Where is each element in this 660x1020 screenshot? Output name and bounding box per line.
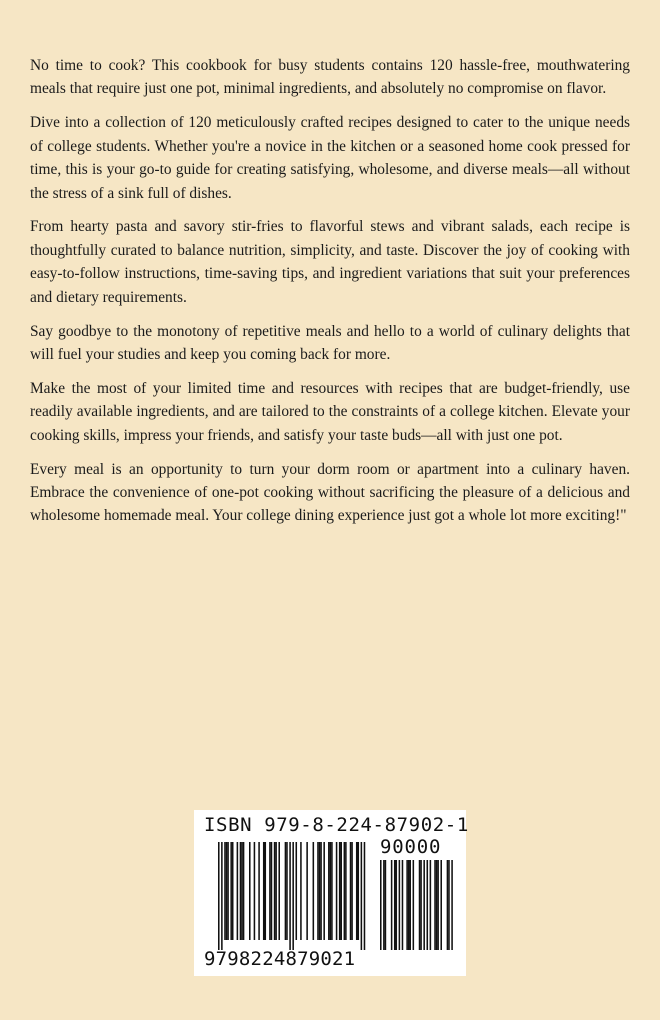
barcode-bar bbox=[396, 860, 398, 950]
barcode-bar bbox=[230, 842, 232, 940]
barcode-bar bbox=[434, 860, 436, 950]
barcode-bar bbox=[391, 860, 393, 950]
barcode-bar bbox=[409, 860, 411, 950]
barcode-bar bbox=[427, 860, 429, 950]
barcode-bar bbox=[339, 842, 341, 940]
barcode-bar bbox=[275, 842, 277, 940]
barcode-bar bbox=[278, 842, 280, 940]
barcode-bar bbox=[344, 842, 346, 940]
barcode-bar bbox=[356, 842, 358, 940]
barcode-bar bbox=[265, 842, 267, 940]
barcode-bar bbox=[385, 860, 387, 950]
barcode-bar bbox=[440, 860, 442, 950]
barcode-bar bbox=[364, 842, 366, 950]
barcode-bar bbox=[320, 842, 322, 940]
barcode-bar bbox=[345, 842, 347, 940]
barcode-bar bbox=[351, 842, 353, 940]
barcode-digits: 9798224879021 bbox=[204, 948, 356, 970]
barcode-bar bbox=[419, 860, 421, 950]
barcode-bar bbox=[408, 860, 410, 950]
barcode-bar bbox=[399, 860, 401, 950]
barcode-bar bbox=[394, 860, 396, 950]
barcode-bar bbox=[218, 842, 220, 950]
addon-barcode-bars bbox=[380, 860, 456, 950]
barcode-bar bbox=[437, 860, 439, 950]
isbn-label: ISBN 979-8-224-87902-1 bbox=[204, 814, 469, 836]
barcode-bar bbox=[447, 860, 449, 950]
barcode-bar bbox=[292, 842, 294, 950]
barcode-bar bbox=[254, 842, 256, 940]
barcode-bar bbox=[423, 860, 425, 950]
barcode-bar bbox=[380, 860, 382, 950]
barcode-bar bbox=[289, 842, 291, 950]
barcode-bar bbox=[237, 842, 239, 940]
barcode-bar bbox=[313, 842, 315, 940]
barcode-bar bbox=[263, 842, 265, 940]
barcode-bar bbox=[413, 860, 415, 950]
barcode-bar bbox=[258, 842, 260, 940]
barcode-bar bbox=[402, 860, 404, 950]
barcode-bar bbox=[420, 860, 422, 950]
barcode-bar bbox=[306, 842, 308, 940]
barcode-bar bbox=[271, 842, 273, 940]
barcode-bar bbox=[328, 842, 330, 940]
barcode-bar bbox=[430, 860, 432, 950]
barcode-bar bbox=[286, 842, 288, 940]
barcode-bar bbox=[319, 842, 321, 940]
barcode-bar bbox=[285, 842, 287, 940]
back-cover-blurb bbox=[30, 54, 630, 538]
barcode-bar bbox=[436, 860, 438, 950]
blurb-paragraph-6: Every meal is an opportunity to turn your dorm room or apartment into a culinary haven. Embrace the convenience of one-pot cooking without sacrificing the pleasure of a delicious and wholesome homemade meal. Your college dining experience just got a whole lot more exciting!" bbox=[30, 460, 630, 525]
ean13-barcode-bars bbox=[218, 842, 368, 950]
barcode-bar bbox=[269, 842, 271, 940]
barcode-bar bbox=[317, 842, 319, 940]
barcode-bar bbox=[243, 842, 245, 940]
barcode-bar bbox=[323, 842, 325, 940]
barcode-bar bbox=[224, 842, 226, 940]
barcode-bar bbox=[221, 842, 223, 950]
blurb-paragraph-4: Say goodbye to the monotony of repetitive meals and hello to a world of culinary delights that will fuel your studies and keep you coming back for more. bbox=[30, 322, 630, 363]
barcode-bar bbox=[330, 842, 332, 940]
barcode-bar bbox=[331, 842, 333, 940]
blurb-paragraph-3: From hearty pasta and savory stir-fries to flavorful stews and vibrant salads, each recipe is thoughtfully curated to balance nutrition, simplicity, and taste. Discover the joy of cooking with easy-to-follow instructions, time-saving tips, and ingredient variations that suit your preferences and dietary requirements. bbox=[30, 218, 630, 306]
barcode-bar bbox=[240, 842, 242, 940]
barcode-bar bbox=[296, 842, 298, 940]
barcode-bar bbox=[226, 842, 228, 940]
barcode-bar bbox=[300, 842, 302, 940]
barcode-bar bbox=[451, 860, 453, 950]
blurb-paragraph-5: Make the most of your limited time and resources with recipes that are budget-friendly, use readily available ingredients, and are tailored to the constraints of a college kitchen. Elevate your cooking skills, impress your friends, and satisfy your taste buds—all with just one pot. bbox=[30, 379, 630, 444]
barcode-bar bbox=[241, 842, 243, 940]
blurb-paragraph-1: No time to cook? This cookbook for busy students contains 120 hassle-free, mouthwatering meals that require just one pot, minimal ingredients, and absolutely no compromise on flavor. bbox=[30, 57, 630, 98]
barcode-bar bbox=[406, 860, 408, 950]
barcode-bar bbox=[227, 842, 229, 940]
barcode-bar bbox=[232, 842, 234, 940]
barcode-bar bbox=[358, 842, 360, 940]
blurb-paragraph-2: Dive into a collection of 120 meticulously crafted recipes designed to cater to the unique needs of college students. Whether you're a novice in the kitchen or a seasoned home cook pressed for time, this is your go-to guide for creating satisfying, wholesome, and diverse meals—all without the stress of a sink full of dishes. bbox=[30, 114, 630, 202]
barcode-bar bbox=[350, 842, 352, 940]
barcode-bar bbox=[249, 842, 251, 940]
barcode-bar bbox=[274, 842, 276, 940]
barcode-bar bbox=[383, 860, 385, 950]
barcode-bar bbox=[361, 842, 363, 950]
barcode-bar bbox=[448, 860, 450, 950]
isbn-barcode-block bbox=[194, 810, 469, 976]
price-code: 90000 bbox=[380, 836, 442, 858]
barcode-bar bbox=[336, 842, 338, 940]
barcode-bar bbox=[340, 842, 342, 940]
